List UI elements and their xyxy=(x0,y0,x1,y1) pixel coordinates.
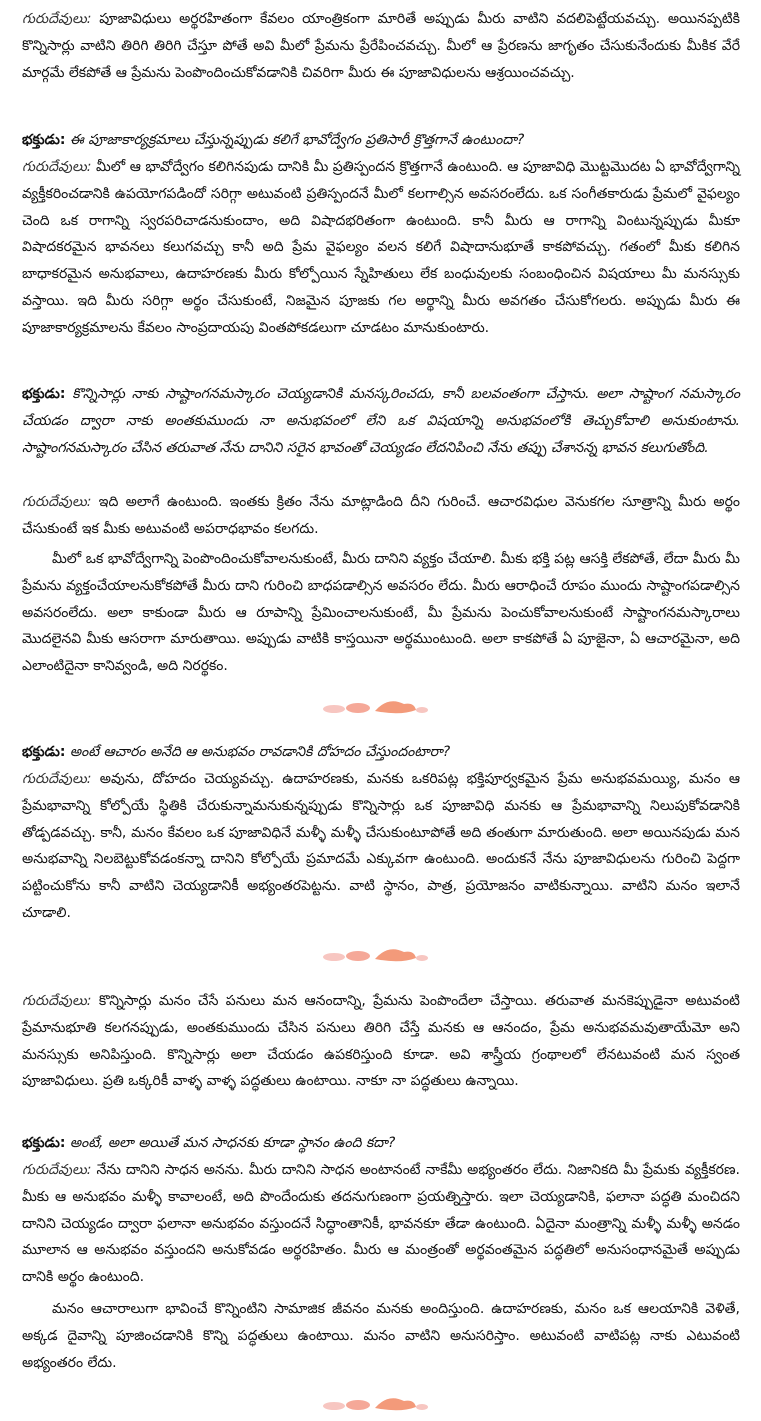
paragraph-text: ఇది అలాగే ఉంటుంది. ఇంతకు క్రితం నేను మాట్లాడింది దీని గురించే. ఆచారవిధుల వెనుకగల సూత్రాన్ని మీరు అర్థం చేసుకుంటే ఇక మీకు అటువంటి అపరాధభావం కలగదు. xyxy=(22,494,740,537)
paragraph-text: అవును, దోహదం చెయ్యవచ్చు. ఉదాహరణకు, మనకు ఒకరిపట్ల భక్తిపూర్వకమైన ప్రేమ అనుభవమయ్యి, మనం ఆ ప్రేమభావాన్ని కోల్పోయే స్థితికి చేరుకున్నామనుకున్నప్పుడు కొన్నిసార్లు ఒక పూజావిధి మనకు ఆ ప్రేమభావాన్ని నిలుపుకోవడానికి తోడ్పడవచ్చు. కానీ, మనం కేవలం ఒక పూజావిధినే మళ్ళీ మళ్ళీ చేసుకుంటూపోతే అది తంతుగా మారుతుంది. అలా అయినపుడు మన అనుభవాన్ని నిలబెట్టుకోవడంకన్నా దానిని కోల్పోయే ప్రమాదమే ఎక్కువగా ఉంటుంది. అందుకనే నేను పూజావిధులను గురించి పెద్దగా పట్టించుకోను కానీ వాటిని చెయ్యడానికీ అభ్యంతరపెట్టను. వాటి స్థానం, పాత్ర, ప్రయోజనం వాటికున్నాయి. వాటిని మనం ఇలానే చూడాలి. xyxy=(22,771,740,921)
flower-icon xyxy=(375,949,416,961)
petal-icon xyxy=(323,953,345,961)
petal-icon xyxy=(323,705,345,713)
paragraph-text: మీలో ఒక భావోద్వేగాన్ని పెంపొందించుకోవాలనుకుంటే, మీరు దానిని వ్యక్తం చేయాలి. మీకు భక్తి పట్ల ఆసక్తి లేకపోతే, లేదా మీరు మీ ప్రేమను వ్యక్తంచేయాలనుకోకపోతే మీరు దాని గురించి బాధపడాల్సిన అవసరం లేదు. మీరు ఆరాధించే రూపం ముందు సాష్టాంగపడాల్సిన అవసరంలేదు. అలా కాకుండా మీరు ఆ రూపాన్ని ప్రేమించాలనుకుంటే, మీ ప్రేమను పెంచుకోవాలనుకుంటే సాష్టాంగనమస్కారాలు మొదలైనవి మీకు ఆసరాగా మారుతాయి. అప్పుడు వాటికి కాస్తయినా అర్థముంటుంది. అలా కాకపోతే ఏ పూజైనా, ఏ ఆచారమైనా, అది ఎలాంటిదైనా కానివ్వండి, అది నిరర్థకం. xyxy=(22,551,740,675)
question-paragraph xyxy=(22,739,740,766)
answer-paragraph xyxy=(22,988,740,1095)
question-paragraph xyxy=(22,127,740,154)
speaker-gurudev: గురుదేవులు: xyxy=(22,771,92,787)
answer-paragraph xyxy=(22,1157,740,1291)
paragraph-text: నేను దానిని సాధన అనను. మీరు దానిని సాధన అంటానంటే నాకేమీ అభ్యంతరం లేదు. నిజానికది మీ ప్రేమకు వ్యక్తీకరణ. మీకు ఆ అనుభవం మళ్ళీ కావాలంటే, అది పొందేందుకు తదనుగుణంగా ప్రయత్నిస్తారు. ఇలా చెయ్యడానికి, ఫలానా పద్ధతి మంచిదని దానిని చెయ్యడం ద్వారా ఫలానా అనుభవం వస్తుందనే సిద్ధాంతానికీ, భావనకూ తేడా ఉంటుంది. ఏదైనా మంత్రాన్ని మళ్ళీ మళ్ళీ అనడం మూలాన ఆ అనుభవం వస్తుందని అనుకోవడం అర్థరహితం. మీరు ఆ మంత్రంతో అర్థవంతమైన పద్ధతిలో అనుసంధానమైతే అప్పుడు దానికి అర్థం ఉంటుంది. xyxy=(22,1162,740,1286)
flower-divider xyxy=(320,944,430,964)
speaker-gurudev: గురుదేవులు: xyxy=(22,159,92,175)
question-text: అంటే ఆచారం అనేది ఆ అనుభవం రావడానికి దోహదం చేస్తుందంటారా? xyxy=(65,744,451,760)
paragraph-text: పూజావిధులు అర్థరహితంగా కేవలం యాంత్రికంగా మారితే అప్పుడు మీరు వాటిని వదలిపెట్టేయవచ్చు. అయినప్పటికి కొన్నిసార్లు వాటిని తిరిగి తిరిగి చేస్తూ పోతే అవి మీలో ప్రేమను ప్రేరేపించవచ్చు. మీలో ఆ ప్రేరణను జాగృతం చేసుకునేందుకు మీకిక వేరే మార్గమే లేకపోతే ఆ ప్రేమను పెంపొందించుకోవడానికి చివరిగా మీరు ఈ పూజావిధులను ఆశ్రయించవచ్చు. xyxy=(22,11,740,81)
answer-paragraph xyxy=(22,154,740,342)
petal-icon xyxy=(416,1404,428,1410)
petal-icon xyxy=(323,1402,345,1410)
answer-paragraph xyxy=(22,489,740,543)
petal-icon xyxy=(416,955,428,961)
speaker-gurudev: గురుదేవులు: xyxy=(22,1162,92,1178)
speaker-devotee: భక్తుడు: xyxy=(22,1135,66,1151)
speaker-devotee: భక్తుడు: xyxy=(22,386,66,402)
speaker-gurudev: గురుదేవులు: xyxy=(22,11,92,27)
continuation-paragraph xyxy=(22,546,740,680)
speaker-gurudev: గురుదేవులు: xyxy=(22,993,92,1009)
speaker-devotee: భక్తుడు: xyxy=(22,132,66,148)
answer-paragraph xyxy=(22,766,740,927)
paragraph-text: మనం ఆచారాలుగా భావించే కొన్నింటిని సామాజిక జీవనం మనకు అందిస్తుంది. ఉదాహరణకు, మనం ఒక ఆలయానికి వెళితే, అక్కడ దైవాన్ని పూజించడానికి కొన్ని పద్ధతులు ఉంటాయి. మనం వాటిని అనుసరిస్తాం. అటువంటి వాటిపట్ల నాకు ఎటువంటి అభ్యంతరం లేదు. xyxy=(22,1301,740,1371)
question-text: కొన్నిసార్లు నాకు సాష్టాంగనమస్కారం చెయ్యడానికి మనస్కరించదు, కానీ బలవంతంగా చేస్తాను. అలా సాష్టాంగ నమస్కారం చేయడం ద్వారా నాకు అంతకుముందు నా అనుభవంలో లేని ఒక విషయాన్ని అనుభవంలోకి తెచ్చుకోవాలి అనుకుంటాను. సాష్టాంగనమస్కారం చేసిన తరువాత నేను దానిని సరైన భావంతో చెయ్యడం లేదనిపించి నేను తప్పు చేశానన్న భావన కలుగుతోంది. xyxy=(22,386,740,456)
question-paragraph xyxy=(22,381,740,461)
question-paragraph xyxy=(22,1130,740,1157)
continuation-paragraph xyxy=(22,1296,740,1376)
paragraph-text: మీలో ఆ భావోద్వేగం కలిగినపుడు దానికి మీ ప్రతిస్పందన క్రొత్తగానే ఉంటుంది. ఆ పూజావిధి మొట్టమొదట ఏ భావోద్వేగాన్ని వ్యక్తీకరించడానికి ఉపయోగపడిందో సరిగ్గా అటువంటి ప్రతిస్పందనే మీలో కలగాల్సిన అవసరంలేదు. ఒక సంగీతకారుడు ప్రేమలో వైఫల్యం చెంది ఒక రాగాన్ని స్వరపరిచాడనుకుందాం, అది విషాదభరితంగా ఉంటుంది. కానీ మీరు ఆ రాగాన్ని వింటున్నప్పుడు మీకూ విషాదకరమైన భావనలు కలుగవచ్చు కానీ అది ప్రేమ వైఫల్యం వలన కలిగే విషాదానుభూతే కాకపోవచ్చు. గతంలో మీకు కలిగిన బాధాకరమైన అనుభవాలు, ఉదాహరణకు మీరు కోల్పోయిన స్నేహితులు లేక బంధువులకు సంబంధించిన విషయాలు మీ మనస్సుకు వస్తాయి. ఇది మీరు సరిగ్గా అర్థం చేసుకుంటే, నిజమైన పూజకు గల అర్థాన్ని మీరు అవగతం చేసుకోగలరు. అప్పుడు మీరు ఈ పూజాకార్యక్రమాలను కేవలం సాంప్రదాయపు వింతపోకడలుగా చూడటం మానుకుంటారు. xyxy=(22,159,740,336)
petal-icon xyxy=(416,707,428,713)
petal-icon xyxy=(346,1400,370,1410)
flower-divider xyxy=(320,696,430,716)
flower-icon xyxy=(375,701,416,713)
paragraph-text: కొన్నిసార్లు మనం చేసే పనులు మన ఆనందాన్ని, ప్రేమను పెంపొందేలా చేస్తాయి. తరువాత మనకెప్పుడైనా అటువంటి ప్రేమానుభూతి కలగనప్పుడు, అంతకుముందు చేసిన పనులు తిరిగి చేస్తే మనకు ఆ ఆనందం, ప్రేమ అనుభవమవుతాయేమో అని మనస్సుకు అనిపిస్తుంది. కొన్నిసార్లు అలా చేయడం ఉపకరిస్తుంది కూడా. అవి శాస్త్రీయ గ్రంథాలలో లేనటువంటి మన స్వంత పూజావిధులు. ప్రతి ఒక్కరికీ వాళ్ళ వాళ్ళ పద్ధతులు ఉంటాయి. నాకూ నా పద్ధతులు ఉన్నాయి. xyxy=(22,993,740,1090)
answer-paragraph xyxy=(22,6,740,86)
question-text: ఈ పూజాకార్యక్రమాలు చేస్తున్నప్పుడు కలిగే భావోద్వేగం ప్రతిసారీ క్రొత్తగానే ఉంటుందా? xyxy=(65,132,525,148)
speaker-gurudev: గురుదేవులు: xyxy=(22,494,92,510)
flower-divider xyxy=(320,1393,430,1413)
speaker-devotee: భక్తుడు: xyxy=(22,744,66,760)
petal-icon xyxy=(346,703,370,713)
petal-icon xyxy=(346,951,370,961)
flower-icon xyxy=(375,1398,416,1410)
question-text: అంటే, అలా అయితే మన సాధనకు కూడా స్థానం ఉంది కదా? xyxy=(65,1135,396,1151)
